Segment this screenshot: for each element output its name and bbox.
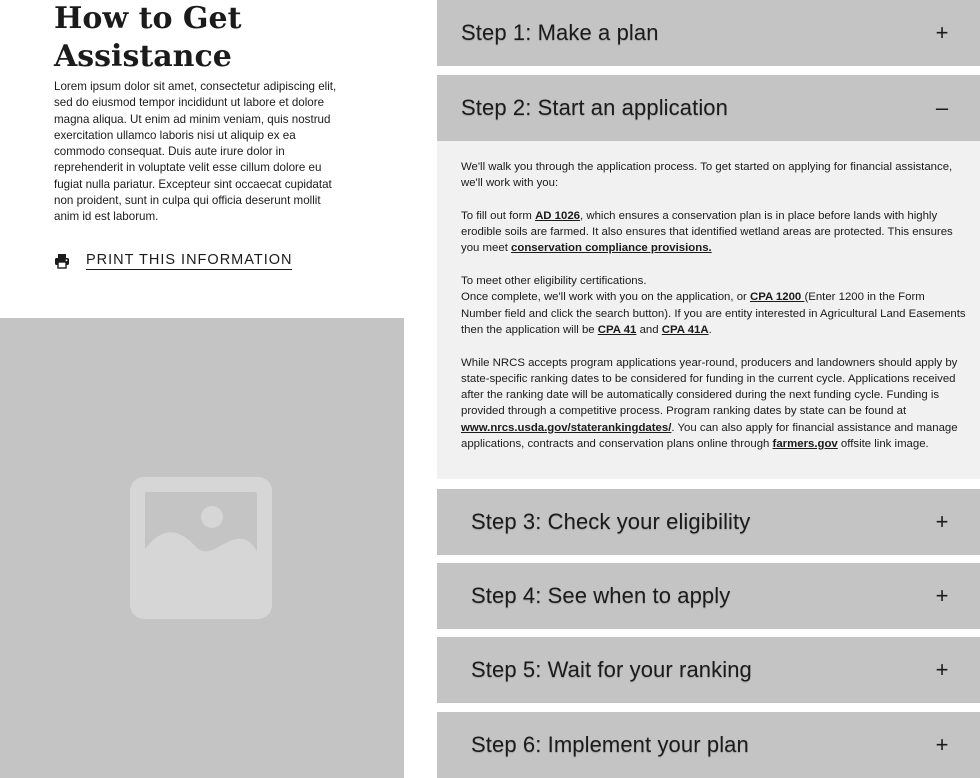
panel-paragraph: To fill out form AD 1026, which ensures a conservation plan is in place before lands with highly erodible soils are farmed. It also ensures that identified wetland areas are protected. This ensures you meet conservation compliance provisions. [461,209,953,255]
cpa-41-link[interactable]: CPA 41 [597,323,637,336]
step-6-header[interactable] [437,712,980,778]
cpa-41a-link[interactable]: CPA 41A [661,323,709,336]
plus-icon: + [935,732,949,757]
step-title: Step 3: Check your eligibility [471,509,751,534]
printer-icon [54,253,70,269]
step-title: Step 6: Implement your plan [471,732,749,757]
ad-1026-link[interactable]: AD 1026 [535,209,581,222]
minus-icon: – [935,95,949,120]
step-title: Step 5: Wait for your ranking [471,657,752,682]
image-icon [130,477,272,619]
step-title: Step 1: Make a plan [461,20,659,45]
cpa-1200-link[interactable]: CPA 1200 [749,291,805,304]
panel-paragraph: Once complete, we'll work with you on the application, or CPA 1200 (Enter 1200 in the Form Number field and click the search button). If you are entity interested in Agricultural Land Easements then the application will be CPA 41 and CPA 41A. [461,291,966,336]
step-4-header[interactable] [437,563,980,629]
plus-icon: + [935,20,949,45]
panel-paragraph: We'll walk you through the application process. To get started on applying for financial assistance, we'll work with you: [461,161,953,190]
farmers-gov-link[interactable]: farmers.gov [772,438,838,451]
plus-icon: + [935,509,949,534]
state-ranking-dates-link[interactable]: www.nrcs.usda.gov/staterankingdates/ [461,421,672,434]
step-3-header[interactable] [437,489,980,555]
intro-text: Lorem ipsum dolor sit amet, consectetur adipiscing elit, sed do eiusmod tempor incididunt ut labore et dolore magna aliqua. Ut enim ad minim veniam, quis nostrud exercitation ullamco laboris nisi ut aliquip ex ea commodo consequat. Duis aute irure dolor in reprehenderit in voluptate velit esse cillum dolore eu fugiat nulla pariatur. Excepteur sint occaecat cupidatat non proident, sunt in culpa qui officia deserunt mollit anim id est laborum. [54,80,337,224]
step-5-header[interactable] [437,637,980,703]
conservation-compliance-link[interactable]: conservation compliance provisions. [511,242,712,255]
step-2-header[interactable] [437,75,980,141]
step-title: Step 4: See when to apply [471,583,731,608]
step-2-panel [437,141,980,479]
panel-paragraph: While NRCS accepts program applications year-round, producers and landowners should apply by state-specific ranking dates to be considered for funding in the current cycle. Applications received after the ranking date will be automatically considered during the next funding cycle. Funding is provided through a competitive process. Program ranking dates by state can be found at www.nrcs.usda.gov/staterankingdates/. You can also apply for financial assistance and manage applications, contracts and conservation plans online through farmers.gov offsite link image. [461,356,958,451]
step-title: Step 2: Start an application [461,95,728,120]
print-button[interactable] [54,252,292,270]
step-1-header[interactable] [437,0,980,66]
print-label: PRINT THIS INFORMATION [86,252,293,268]
plus-icon: + [935,657,949,682]
plus-icon: + [935,583,949,608]
panel-paragraph: To meet other eligibility certifications. [461,275,647,288]
page-title: How to Get Assistance [54,1,242,74]
